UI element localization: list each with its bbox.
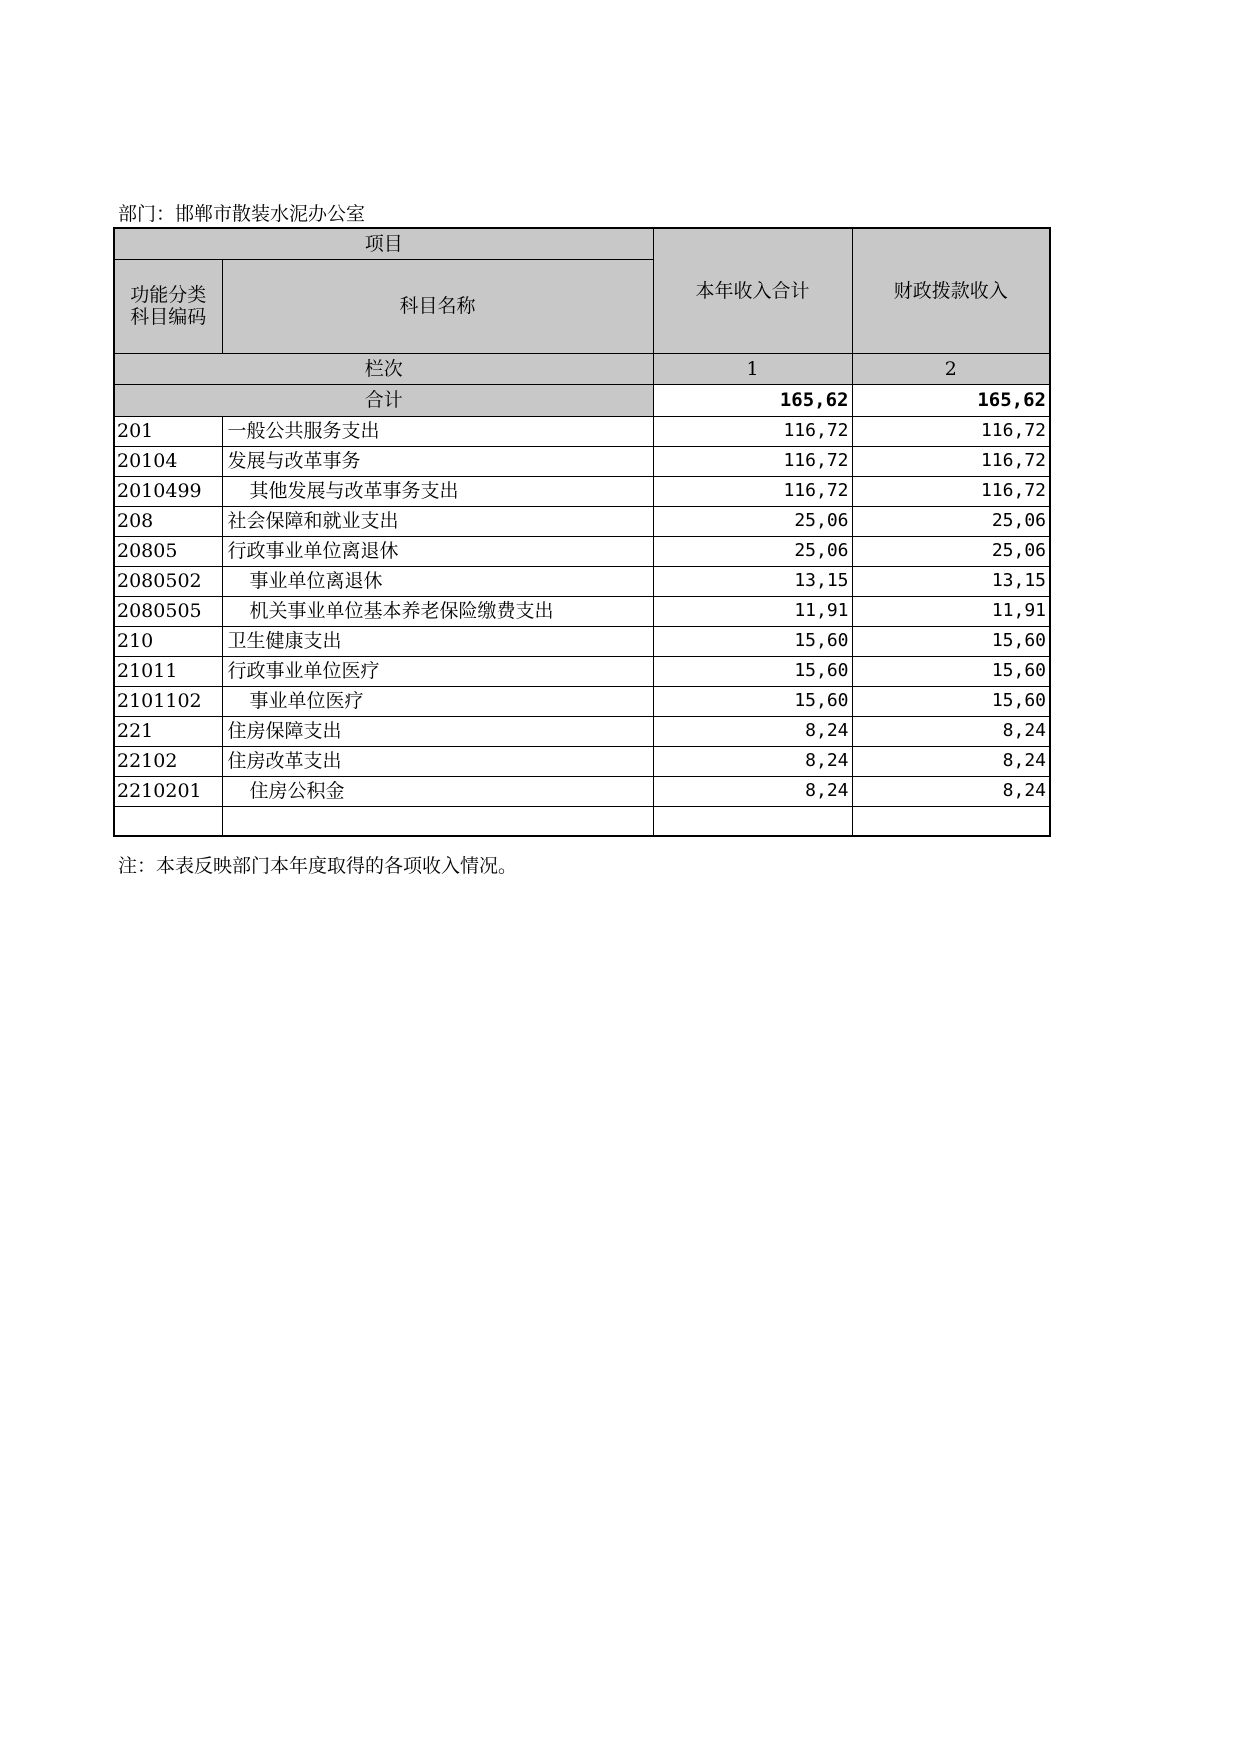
header-row-project [114,228,1050,259]
column-index-label: 栏次 [114,353,653,384]
row-total-income: 25,06 [653,506,852,536]
table-row [114,746,1050,776]
row-name: 行政事业单位离退休 [222,536,653,566]
row-name: 行政事业单位医疗 [222,656,653,686]
table-row [114,446,1050,476]
table-row [114,416,1050,446]
total-row [114,384,1050,416]
row-code: 22102 [114,746,222,776]
row-name: 住房改革支出 [222,746,653,776]
income-table [113,227,1051,837]
row-fiscal: 15,60 [852,626,1050,656]
table-row [114,536,1050,566]
row-fiscal: 25,06 [852,536,1050,566]
row-code: 208 [114,506,222,536]
row-total-income: 15,60 [653,656,852,686]
row-fiscal: 13,15 [852,566,1050,596]
row-name: 事业单位离退休 [222,566,653,596]
total-income-header: 本年收入合计 [653,228,852,353]
table-row [114,626,1050,656]
column-index-row [114,353,1050,384]
total-income-value: 165,62 [653,384,852,416]
table-row [114,476,1050,506]
empty-cell [114,806,222,836]
row-name: 卫生健康支出 [222,626,653,656]
column-index-2: 2 [852,353,1050,384]
row-code: 221 [114,716,222,746]
row-total-income: 13,15 [653,566,852,596]
table-row [114,506,1050,536]
row-name: 住房保障支出 [222,716,653,746]
row-fiscal: 116,72 [852,476,1050,506]
total-label: 合计 [114,384,653,416]
row-fiscal: 8,24 [852,746,1050,776]
row-fiscal: 15,60 [852,656,1050,686]
row-code: 2010499 [114,476,222,506]
row-code: 201 [114,416,222,446]
column-index-1: 1 [653,353,852,384]
row-name: 机关事业单位基本养老保险缴费支出 [222,596,653,626]
row-code: 2080502 [114,566,222,596]
table-row [114,686,1050,716]
table-row [114,596,1050,626]
function-code-header [114,259,222,353]
row-name: 事业单位医疗 [222,686,653,716]
empty-row [114,806,1050,836]
row-name: 社会保障和就业支出 [222,506,653,536]
row-fiscal: 116,72 [852,446,1050,476]
row-total-income: 8,24 [653,716,852,746]
function-code-header-line2: 科目编码 [130,306,207,328]
row-total-income: 8,24 [653,776,852,806]
row-name: 发展与改革事务 [222,446,653,476]
empty-cell [222,806,653,836]
fiscal-appropriation-header: 财政拨款收入 [852,228,1050,353]
row-fiscal: 8,24 [852,716,1050,746]
row-total-income: 15,60 [653,626,852,656]
project-header: 项目 [114,228,653,259]
row-name: 一般公共服务支出 [222,416,653,446]
table-row [114,716,1050,746]
table-note: 注：本表反映部门本年度取得的各项收入情况。 [118,855,518,877]
row-code: 20104 [114,446,222,476]
table-row [114,776,1050,806]
row-code: 2210201 [114,776,222,806]
row-total-income: 11,91 [653,596,852,626]
row-name: 住房公积金 [222,776,653,806]
total-fiscal-value: 165,62 [852,384,1050,416]
empty-cell [653,806,852,836]
subject-name-header: 科目名称 [222,259,653,353]
row-total-income: 25,06 [653,536,852,566]
row-fiscal: 116,72 [852,416,1050,446]
table-row [114,656,1050,686]
row-total-income: 15,60 [653,686,852,716]
row-fiscal: 11,91 [852,596,1050,626]
department-label: 部门：邯郸市散装水泥办公室 [118,203,366,225]
row-total-income: 116,72 [653,416,852,446]
row-code: 20805 [114,536,222,566]
row-total-income: 8,24 [653,746,852,776]
row-code: 210 [114,626,222,656]
row-name: 其他发展与改革事务支出 [222,476,653,506]
row-code: 2101102 [114,686,222,716]
row-code: 21011 [114,656,222,686]
row-code: 2080505 [114,596,222,626]
row-fiscal: 25,06 [852,506,1050,536]
row-total-income: 116,72 [653,476,852,506]
row-fiscal: 15,60 [852,686,1050,716]
function-code-header-line1: 功能分类 [130,284,207,306]
empty-cell [852,806,1050,836]
row-fiscal: 8,24 [852,776,1050,806]
table-row [114,566,1050,596]
row-total-income: 116,72 [653,446,852,476]
